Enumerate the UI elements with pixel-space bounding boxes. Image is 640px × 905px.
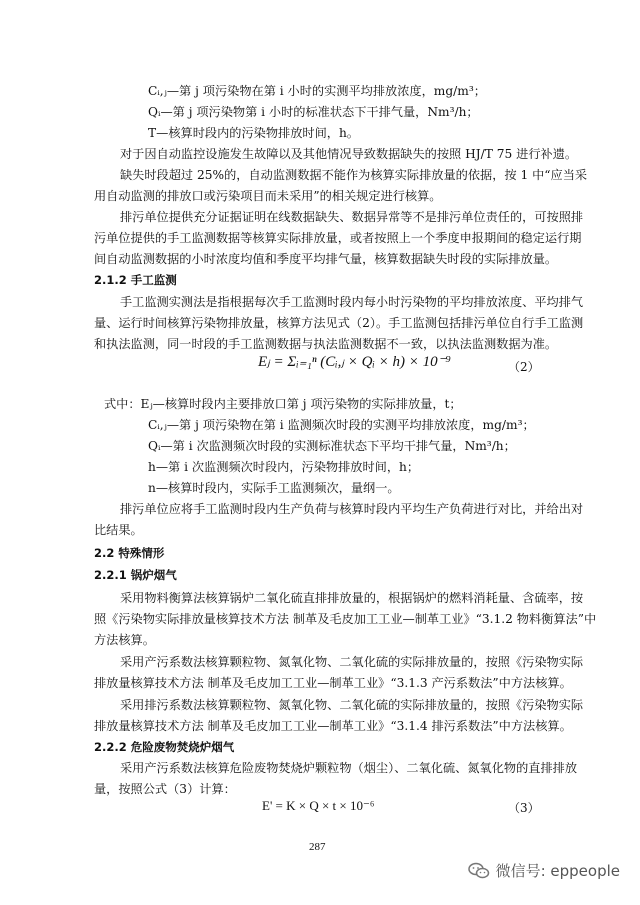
text-line: 用自动监测的排放口或污染项目而未采用”的相关规定进行核算。 — [94, 189, 442, 203]
text-line: 量，按照公式（3）计算： — [94, 782, 236, 796]
text-line: 排放量核算技术方法 制革及毛皮加工工业—制革工业》“3.1.4 排污系数法”中方法核算。 — [94, 719, 572, 733]
text-line: 采用产污系数法核算颗粒物、氮氧化物、二氧化硫的实际排放量的，按照《污染物实际 — [120, 655, 584, 669]
text-line: 比结果。 — [94, 523, 143, 537]
text-line: 手工监测实测法是指根据每次手工监测时段内每小时污染物的平均排放浓度、平均排气 — [120, 295, 584, 309]
text-line: 采用产污系数法核算危险废物焚烧炉颗粒物（烟尘）、二氧化硫、氮氧化物的直排排放 — [120, 761, 578, 775]
text-line: Cᵢ,ⱼ—第 j 项污染物在第 i 监测频次时段的实测平均排放浓度，mg/m³； — [148, 418, 535, 432]
section-heading: 2.1.2 手工监测 — [94, 273, 177, 287]
text-line: n—核算时段内，实际手工监测频次，量纲一。 — [148, 481, 400, 495]
wechat-icon — [468, 862, 490, 880]
text-line: Qᵢ—第 j 项污染物第 i 小时的标准状态下干排气量，Nm³/h； — [148, 105, 479, 119]
equation-2-number: （2） — [508, 360, 540, 374]
equation-2: Eⱼ = Σᵢ₌₁ⁿ (Cᵢ,ⱼ × Qᵢ × h) × 10⁻⁹ — [258, 354, 451, 370]
text-line: 缺失时段超过 25%的，自动监测数据不能作为核算实际排放量的依据，按 1 中“应当采 — [120, 168, 588, 182]
text-line: 照《污染物实际排放量核算技术方法 制革及毛皮加工工业—制革工业》“3.1.2 物料衡算法”中 — [94, 612, 597, 626]
section-heading: 2.2 特殊情形 — [94, 546, 165, 560]
text-line: 污单位提供的手工监测数据等核算实际排放量，或者按照上一个季度申报期间的稳定运行期 — [94, 231, 582, 245]
text-line: 式中：Eⱼ—核算时段内主要排放口第 j 项污染物的实际排放量，t； — [104, 397, 462, 411]
text-line: h—第 i 次监测频次时段内，污染物排放时间，h； — [148, 460, 420, 474]
text-line: 对于因自动监控设施发生故障以及其他情况导致数据缺失的按照 HJ/T 75 进行补遗。 — [120, 147, 578, 161]
text-line: Qᵢ—第 i 次监测频次时段的实测标准状态下平均干排气量，Nm³/h； — [148, 439, 516, 453]
text-line: 排污单位应将手工监测时段内生产负荷与核算时段内平均生产负荷进行对比，并给出对 — [120, 502, 584, 516]
text-line: 量、运行时间核算污染物排放量，核算方法见式（2）。手工监测包括排污单位自行手工监测 — [94, 316, 584, 330]
watermark — [468, 860, 620, 881]
text-line: 排放量核算技术方法 制革及毛皮加工工业—制革工业》“3.1.3 产污系数法”中方法核算。 — [94, 676, 572, 690]
equation-3-number: （3） — [508, 801, 540, 815]
equation-3: E' = K × Q × t × 10⁻⁶ — [262, 798, 375, 813]
text-line: 采用排污系数法核算颗粒物、氮氧化物、二氧化硫的实际排放量的，按照《污染物实际 — [120, 698, 584, 712]
text-line: Cᵢ,ⱼ—第 j 项污染物在第 i 小时的实测平均排放浓度，mg/m³； — [148, 84, 486, 98]
section-heading: 2.2.2 危险废物焚烧炉烟气 — [94, 740, 235, 754]
text-line: 间自动监测数据的小时浓度均值和季度平均排气量，核算数据缺失时段的实际排放量。 — [94, 252, 558, 266]
text-line: 方法核算。 — [94, 633, 155, 647]
section-heading: 2.2.1 锅炉烟气 — [94, 568, 177, 582]
text-line: T—核算时段内的污染物排放时间，h。 — [148, 126, 359, 140]
text-line: 排污单位提供充分证据证明在线数据缺失、数据异常等不是排污单位责任的，可按照排 — [120, 210, 584, 224]
text-line: 和执法监测，同一时段的手工监测数据与执法监测数据不一致，以执法监测数据为准。 — [94, 337, 558, 351]
watermark-text: 微信号: eppeople — [495, 862, 620, 880]
text-line: 采用物料衡算法核算锅炉二氧化硫直排排放量的，根据锅炉的燃料消耗量、含硫率，按 — [120, 591, 584, 605]
page-number: 287 — [309, 841, 326, 853]
